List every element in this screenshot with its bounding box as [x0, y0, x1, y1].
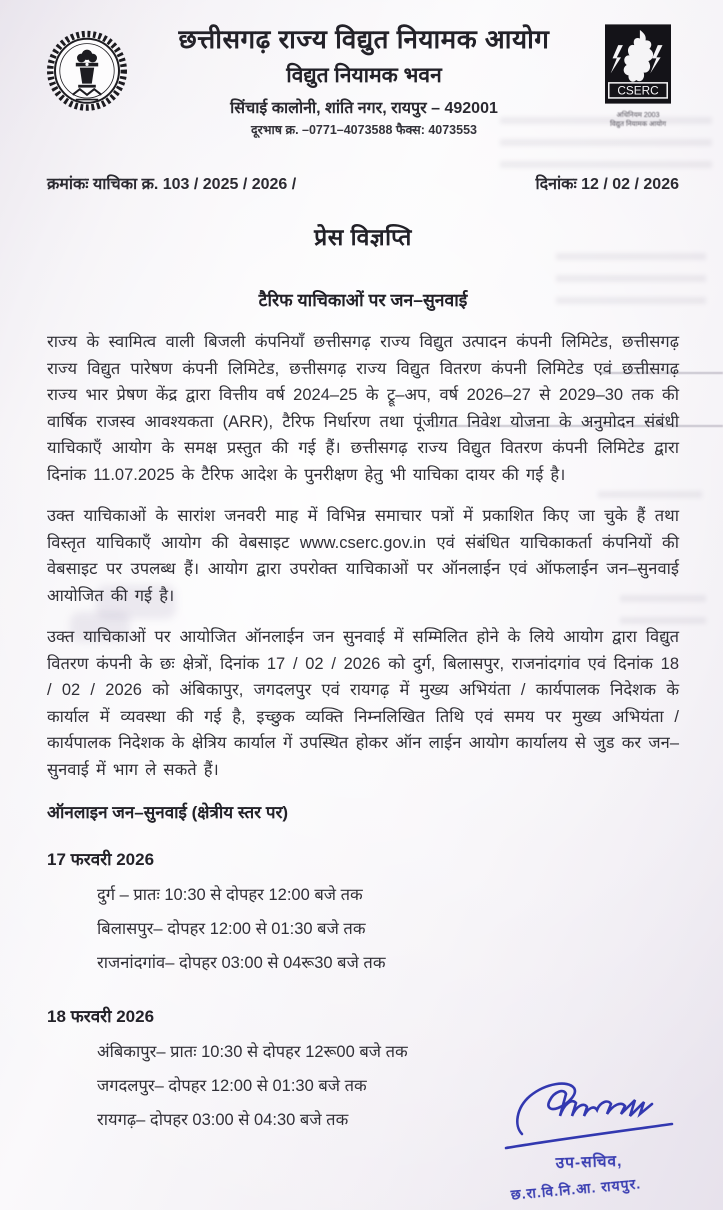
- reference-row: [47, 172, 679, 194]
- letterhead-text: [131, 14, 597, 138]
- org-name: छत्तीसगढ़ राज्य विद्युत नियामक आयोग: [178, 24, 550, 54]
- deputy-secretary-stamp: उप-सचिव,: [555, 1152, 623, 1173]
- schedule-heading: ऑनलाइन जन–सुनवाई (क्षेत्रीय स्तर पर): [47, 803, 289, 822]
- cserc-caption-line1: अधिनियम 2003: [616, 112, 660, 119]
- org-abbreviation-stamp: छ.रा.वि.नि.आ. रायपुर.: [510, 1175, 642, 1203]
- cserc-caption: [597, 111, 679, 129]
- press-release-title: प्रेस विज्ञप्ति: [314, 224, 412, 250]
- schedule-entry-jagdalpur: जगदलपुर– दोपहर 12:00 से 01:30 बजे तक: [97, 1077, 367, 1095]
- letterhead: [47, 14, 679, 138]
- petition-number: क्रमांकः याचिका क्र. 103 / 2025 / 2026 /: [47, 176, 297, 193]
- paragraph-website-publication: उक्त याचिकाओं के सारांश जनवरी माह में विभिन्न समाचार पत्रों में प्रकाशित किए जा चुके हैं तथा विस्तृत याचिकाएँ आयोग की वेबसाइट www.cserc.gov.in एवं संबंधित याचिकाकर्ता कंपनियों की वेबसाइट पर उपलब्ध हैं। आयोग द्वारा उपरोक्त याचिकाओं पर ऑनलाईन एवं ऑफलाईन जन–सुनवाई आयोजित की गई है।: [47, 507, 679, 605]
- schedule-day1-date: 17 फरवरी 2026: [47, 850, 155, 869]
- schedule-entry-bilaspur: बिलासपुर– दोपहर 12:00 से 01:30 बजे तक: [97, 920, 366, 938]
- schedule-day2-date: 18 फरवरी 2026: [47, 1007, 155, 1026]
- signature-scribble-icon: [494, 1074, 684, 1158]
- schedule-entry-durg: दुर्ग – प्रातः 10:30 से दोपहर 12:00 बजे तक: [97, 886, 363, 904]
- chhattisgarh-government-emblem-icon: [47, 18, 127, 130]
- schedule-entry-rajnandgaon: राजनांदगांव– दोपहर 03:00 से 04रू30 बजे तक: [97, 954, 386, 972]
- schedule-entry-ambikapur: अंबिकापुर– प्रातः 10:30 से दोपहर 12रू00 बजे तक: [97, 1043, 408, 1061]
- schedule-entry-raigarh: रायगढ़– दोपहर 03:00 से 04:30 बजे तक: [97, 1111, 349, 1129]
- building-name: विद्युत नियामक भवन: [286, 64, 442, 87]
- cserc-label: CSERC: [617, 84, 659, 98]
- signature-block: [479, 1074, 699, 1203]
- phone-fax-line: दूरभाष क्र. –0771–4073588 फैक्स: 4073553: [251, 123, 477, 137]
- cserc-logo-icon: [605, 24, 671, 104]
- schedule-day1-entries: [47, 878, 679, 980]
- address-line: सिंचाई कालोनी, शांति नगर, रायपुर – 492001: [230, 100, 498, 117]
- issue-date: दिनांकः 12 / 02 / 2026: [535, 176, 679, 193]
- paragraph-petitions-filed: राज्य के स्वामित्व वाली बिजली कंपनियाँ छत्तीसगढ़ राज्य विद्युत उत्पादन कंपनी लिमिटेड, छत्तीसगढ़ राज्य विद्युत पारेषण कंपनी लिमिटेड, छत्तीसगढ़ राज्य विद्युत वितरण कंपनी लिमिटेड एवं छत्तीसगढ़ राज्य भार प्रेषण केंद्र द्वारा वित्तीय वर्ष 2024–25 के ट्रू–अप, वर्ष 2026–27 से 2029–30 तक की वार्षिक राजस्व आवश्यकता (ARR), टैरिफ निर्धारण तथा पूंजीगत निवेश योजना के अनुमोदन संबंधी याचिकाएँ आयोग के समक्ष प्रस्तुत की गई हैं। छत्तीसगढ़ राज्य विद्युत वितरण कंपनी लिमिटेड द्वारा दिनांक 11.07.2025 के टैरिफ आदेश के पुनरीक्षण हेतु भी याचिका दायर की गई है।: [47, 333, 679, 484]
- cserc-logo: [597, 14, 679, 129]
- state-emblem-logo: [47, 14, 131, 135]
- cserc-caption-line2: विद्युत नियामक आयोग: [609, 121, 667, 128]
- paragraph-hearing-arrangements: उक्त याचिकाओं पर आयोजित ऑनलाईन जन सुनवाई में सम्मिलित होने के लिये आयोग द्वारा विद्युत वितरण कंपनी के छः क्षेत्रों, दिनांक 17 / 02 / 2026 को दुर्ग, बिलासपुर, राजनांदगांव एवं दिनांक 18 / 02 / 2026 को अंबिकापुर, जगदलपुर एवं रायगढ़ में मुख्य अभियंता / कार्यपालक निदेशक के कार्याल में व्यवस्था की गई है, इच्छुक व्यक्ति निम्नलिखित तिथि एवं समय पर मुख्य अभियंता / कार्यपालक निदेशक के क्षेत्रिय कार्याल गें उपस्थित होकर ऑन लाईन आयोग कार्यालय से जुड कर जन–सुनवाई में भाग ले सकते हैं।: [47, 628, 679, 779]
- hearing-subtitle: टैरिफ याचिकाओं पर जन–सुनवाई: [258, 290, 468, 310]
